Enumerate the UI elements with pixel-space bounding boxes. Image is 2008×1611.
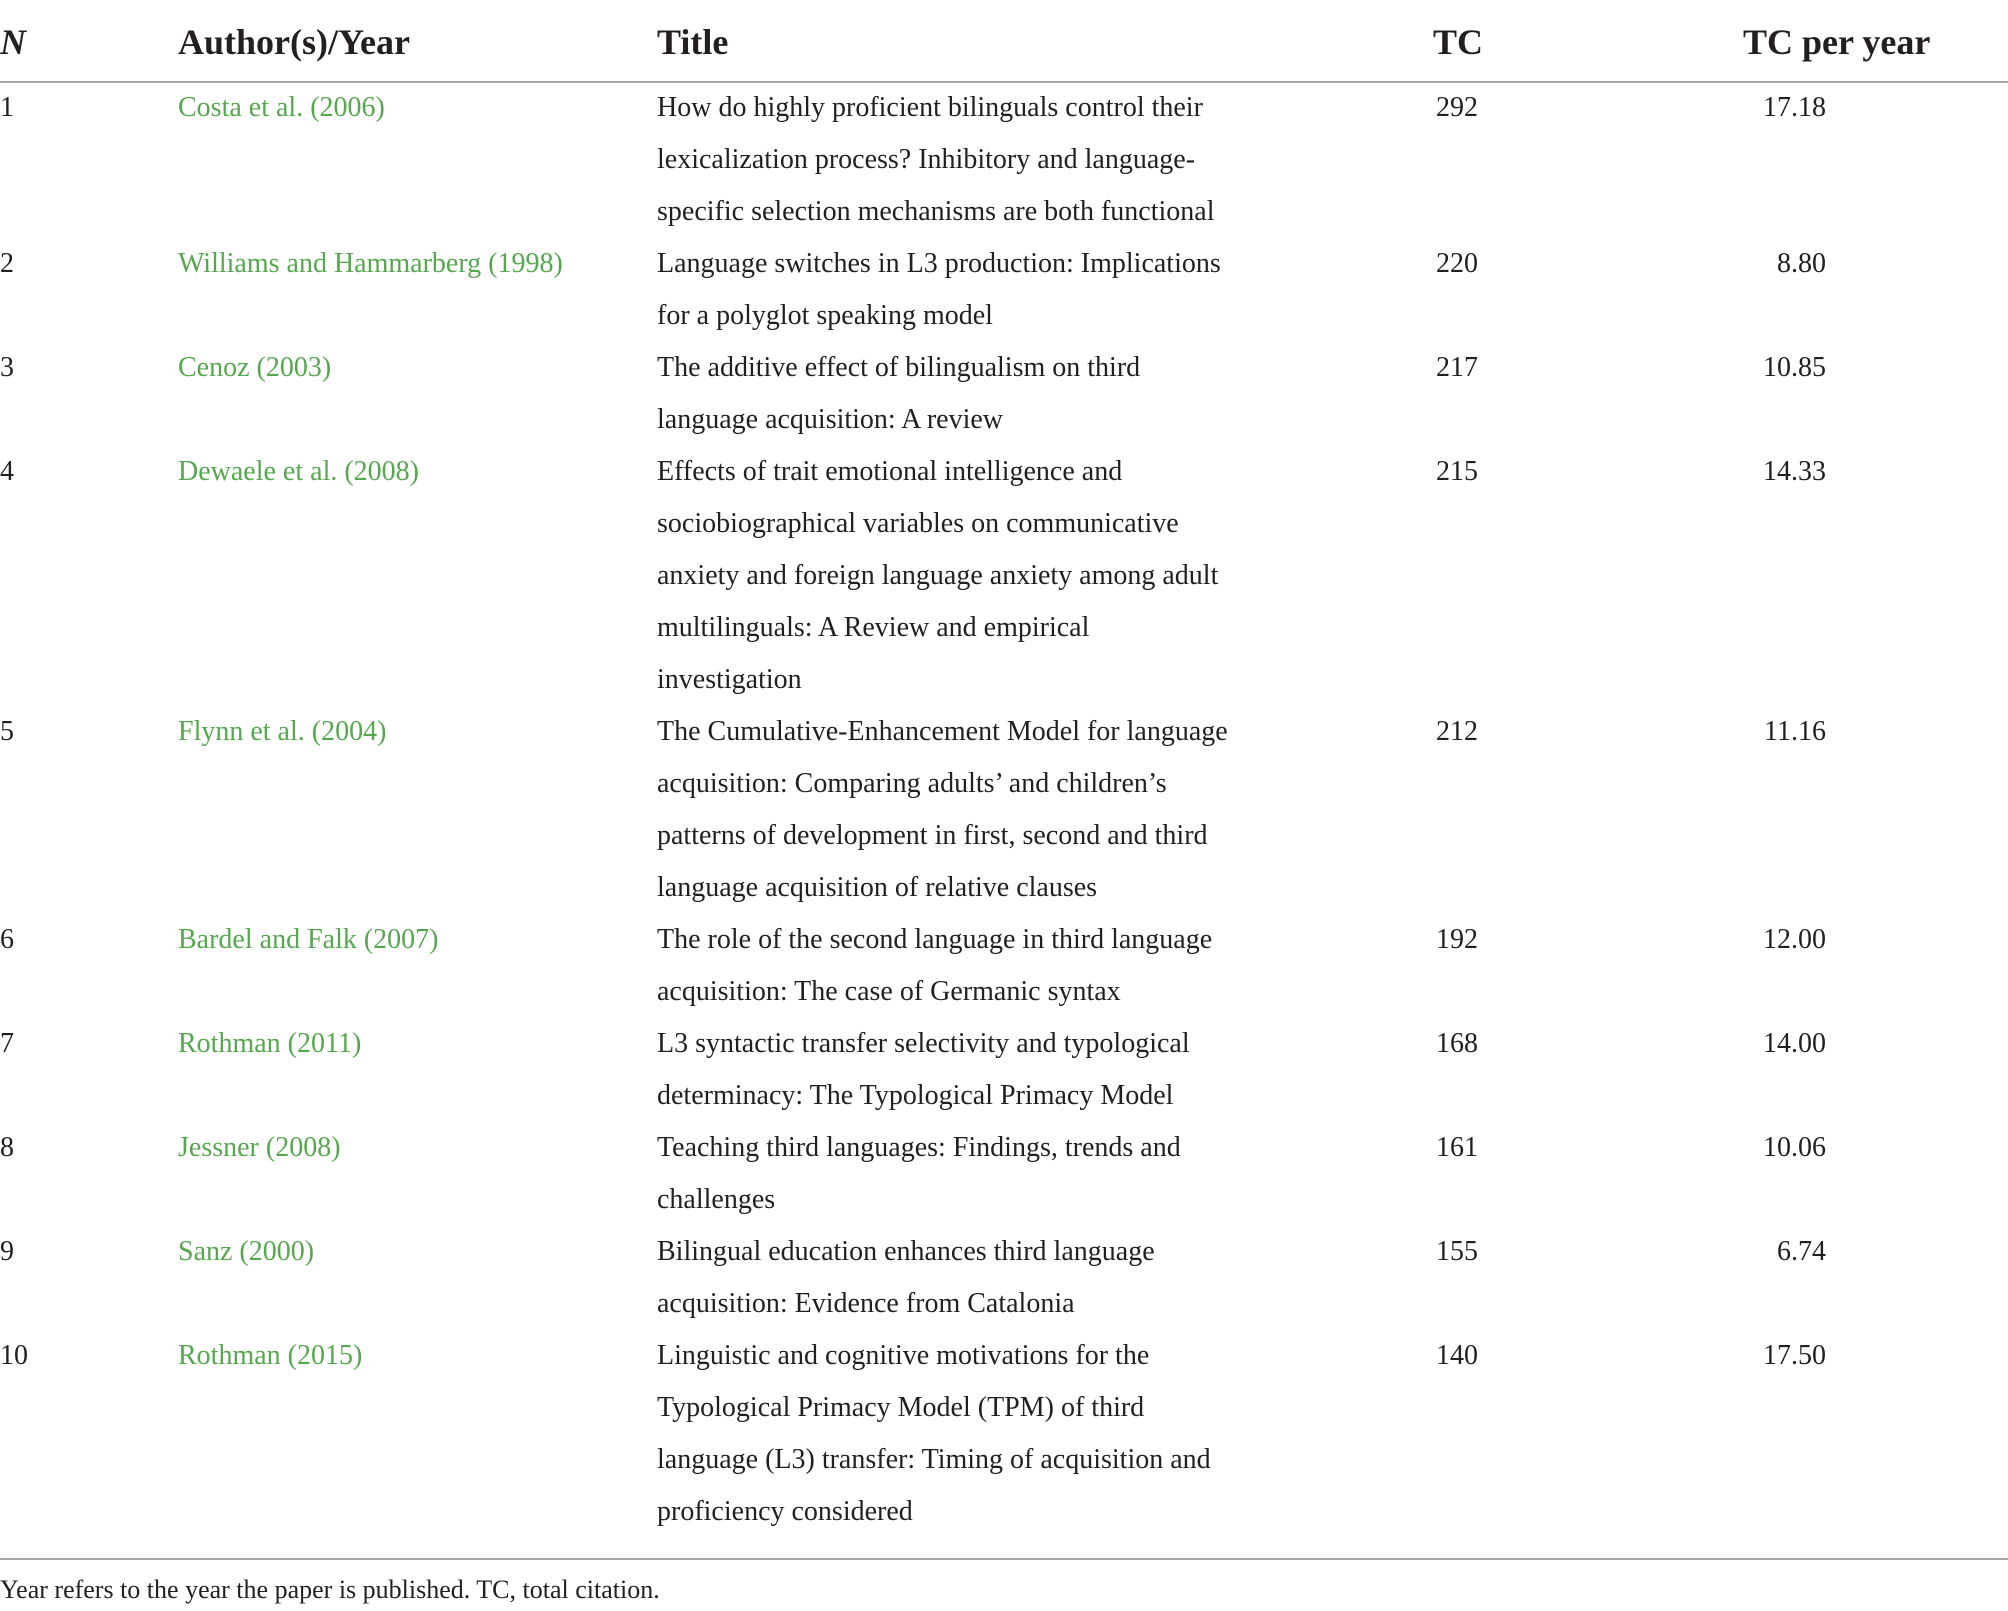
footer-rule <box>0 1558 2008 1560</box>
cell-n: 5 <box>0 716 14 747</box>
header-title: Title <box>657 22 729 62</box>
cell-tc-per-year: 8.80 <box>1777 248 1826 279</box>
cell-n: 6 <box>0 924 14 955</box>
cell-n: 9 <box>0 1236 14 1267</box>
header-tc-per-year: TC per year <box>1743 22 1931 62</box>
cell-title <box>657 1330 1257 1538</box>
title-line: language acquisition of relative clauses <box>657 872 1098 903</box>
title-line: Typological Primacy Model (TPM) of third <box>657 1392 1145 1423</box>
title-line: How do highly proficient bilinguals control their <box>657 92 1203 123</box>
cell-tc: 217 <box>1436 352 1478 383</box>
cell-author-link[interactable]: Cenoz (2003) <box>178 352 332 383</box>
header-n: N <box>0 22 26 62</box>
cell-author-link[interactable]: Williams and Hammarberg (1998) <box>178 248 563 279</box>
cell-tc-per-year: 10.85 <box>1763 352 1826 383</box>
cell-author-link[interactable]: Sanz (2000) <box>178 1236 315 1267</box>
table-row <box>0 446 2008 706</box>
cell-tc: 168 <box>1436 1028 1478 1059</box>
cell-tc-per-year: 6.74 <box>1777 1236 1826 1267</box>
cell-tc-per-year: 10.06 <box>1763 1132 1826 1163</box>
cell-n: 10 <box>0 1340 28 1371</box>
cell-title <box>657 914 1257 1018</box>
cell-title <box>657 1122 1257 1226</box>
cell-title <box>657 706 1257 914</box>
title-line: language (L3) transfer: Timing of acquisition and <box>657 1444 1211 1475</box>
cell-author-link[interactable]: Bardel and Falk (2007) <box>178 924 439 955</box>
table-row <box>0 82 2008 238</box>
title-line: patterns of development in first, second and third <box>657 820 1208 851</box>
title-line: specific selection mechanisms are both functional <box>657 196 1215 227</box>
cell-author-link[interactable]: Jessner (2008) <box>178 1132 341 1163</box>
cell-tc: 215 <box>1436 456 1478 487</box>
cell-tc: 192 <box>1436 924 1478 955</box>
cell-title <box>657 1226 1257 1330</box>
header-tc: TC <box>1433 22 1484 62</box>
table-row <box>0 1122 2008 1226</box>
cell-tc-per-year: 14.33 <box>1763 456 1826 487</box>
cell-tc: 155 <box>1436 1236 1478 1267</box>
title-line: for a polyglot speaking model <box>657 300 993 331</box>
title-line: The additive effect of bilingualism on third <box>657 352 1141 383</box>
cell-tc: 220 <box>1436 248 1478 279</box>
cell-n: 2 <box>0 248 14 279</box>
title-line: anxiety and foreign language anxiety among adult <box>657 560 1219 591</box>
title-line: Teaching third languages: Findings, trends and <box>657 1132 1181 1163</box>
cell-n: 1 <box>0 92 14 123</box>
title-line: L3 syntactic transfer selectivity and typological <box>657 1028 1190 1059</box>
cell-title <box>657 446 1257 706</box>
cell-author-link[interactable]: Flynn et al. (2004) <box>178 716 387 747</box>
cell-author-link[interactable]: Rothman (2011) <box>178 1028 362 1059</box>
table-row <box>0 238 2008 342</box>
title-line: Language switches in L3 production: Implications <box>657 248 1221 279</box>
title-line: The role of the second language in third language <box>657 924 1213 955</box>
table-row <box>0 342 2008 446</box>
cell-tc: 292 <box>1436 92 1478 123</box>
title-line: acquisition: Comparing adults’ and children’s <box>657 768 1167 799</box>
title-line: Effects of trait emotional intelligence and <box>657 456 1123 487</box>
cell-n: 8 <box>0 1132 14 1163</box>
cell-author-link[interactable]: Dewaele et al. (2008) <box>178 456 419 487</box>
title-line: challenges <box>657 1184 776 1215</box>
cell-tc-per-year: 12.00 <box>1763 924 1826 955</box>
title-line: The Cumulative-Enhancement Model for language <box>657 716 1228 747</box>
title-line: acquisition: The case of Germanic syntax <box>657 976 1121 1007</box>
cell-n: 7 <box>0 1028 14 1059</box>
title-line: determinacy: The Typological Primacy Model <box>657 1080 1174 1111</box>
title-line: language acquisition: A review <box>657 404 1004 435</box>
table-header <box>0 0 2008 82</box>
cell-tc: 140 <box>1436 1340 1478 1371</box>
title-line: multilinguals: A Review and empirical <box>657 612 1090 643</box>
cell-tc: 212 <box>1436 716 1478 747</box>
cell-n: 3 <box>0 352 14 383</box>
title-line: investigation <box>657 664 802 695</box>
cell-title <box>657 82 1257 238</box>
table-row <box>0 1330 2008 1538</box>
title-line: acquisition: Evidence from Catalonia <box>657 1288 1075 1319</box>
cell-n: 4 <box>0 456 14 487</box>
cell-tc-per-year: 11.16 <box>1764 716 1826 747</box>
header-author-year: Author(s)/Year <box>178 22 410 62</box>
table-row <box>0 1018 2008 1122</box>
table-row <box>0 1226 2008 1330</box>
cell-author-link[interactable]: Costa et al. (2006) <box>178 92 385 123</box>
table-row <box>0 914 2008 1018</box>
title-line: lexicalization process? Inhibitory and language- <box>657 144 1196 175</box>
title-line: Bilingual education enhances third language <box>657 1236 1155 1267</box>
title-line: Linguistic and cognitive motivations for the <box>657 1340 1150 1371</box>
cell-title <box>657 342 1257 446</box>
cell-title <box>657 1018 1257 1122</box>
cell-tc-per-year: 17.50 <box>1763 1340 1826 1371</box>
cell-title <box>657 238 1257 342</box>
title-line: sociobiographical variables on communicative <box>657 508 1179 539</box>
cell-tc-per-year: 14.00 <box>1763 1028 1826 1059</box>
cell-tc: 161 <box>1436 1132 1478 1163</box>
table-row <box>0 706 2008 914</box>
cell-author-link[interactable]: Rothman (2015) <box>178 1340 363 1371</box>
table-footnote: Year refers to the year the paper is published. TC, total citation. <box>0 1575 660 1604</box>
title-line: proficiency considered <box>657 1496 913 1527</box>
cell-tc-per-year: 17.18 <box>1763 92 1826 123</box>
